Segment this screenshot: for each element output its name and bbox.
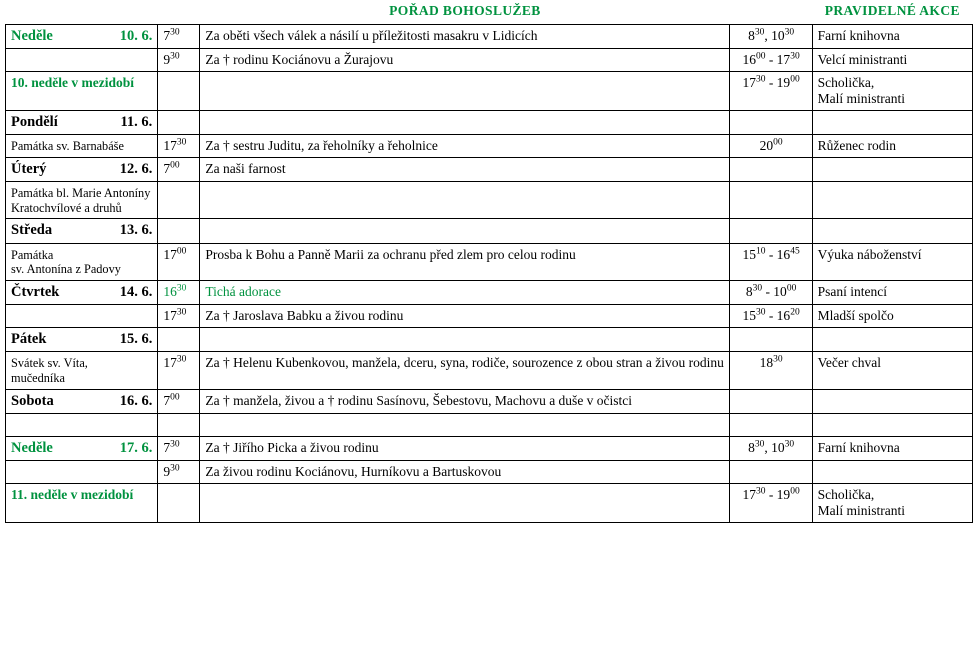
day-label: Pátek: [11, 331, 47, 348]
mass-time: $9^{30}$: [158, 460, 200, 483]
activity-time: $18^{30}$: [730, 352, 812, 390]
activity-name: [812, 328, 972, 352]
activity-name: Večer chval: [812, 352, 972, 390]
mass-intention: [200, 483, 730, 522]
activity-name: [812, 181, 972, 219]
activity-time: [730, 219, 812, 243]
activity-time: $8^{30}$, $10^{30}$: [730, 436, 812, 460]
day-date: 12. 6.: [119, 160, 153, 177]
mass-intention: Prosba k Bohu a Panně Marii za ochranu před zlem pro celou rodinu: [200, 243, 730, 281]
day-cell: [6, 413, 158, 436]
mass-time: $7^{00}$: [158, 157, 200, 181]
table-row: [6, 281, 973, 305]
activity-time: $8^{30} - 10^{00}$: [730, 281, 812, 305]
mass-time: [158, 413, 200, 436]
schedule-table: [5, 3, 973, 523]
mass-intention: Za oběti všech válek a násilí u příležitosti masakru v Lidicích: [200, 24, 730, 48]
activity-name: Farní knihovna: [812, 436, 972, 460]
day-cell: [6, 157, 158, 181]
day-cell: [6, 436, 158, 460]
mass-time: $9^{30}$: [158, 49, 200, 72]
mass-intention: Za † rodinu Kociánovu a Žurajovu: [200, 49, 730, 72]
mass-intention: Za † Jaroslava Babku a živou rodinu: [200, 305, 730, 328]
day-cell: [6, 134, 158, 157]
activity-name: Psaní intencí: [812, 281, 972, 305]
mass-intention: Za † sestru Juditu, za řeholníky a řeholnice: [200, 134, 730, 157]
activity-time: $15^{30} - 16^{20}$: [730, 305, 812, 328]
activity-time: [730, 328, 812, 352]
activity-time: [730, 181, 812, 219]
activity-name: Výuka náboženství: [812, 243, 972, 281]
header-time-col: [158, 3, 200, 24]
day-label: Neděle: [11, 27, 53, 44]
table-row: [6, 243, 973, 281]
table-row: [6, 436, 973, 460]
activity-name: [812, 389, 972, 413]
header-actions-title: PRAVIDELNÉ AKCE: [824, 3, 960, 18]
activity-name: [812, 413, 972, 436]
mass-intention: Za † Jiřího Picka a živou rodinu: [200, 436, 730, 460]
mass-intention: [200, 413, 730, 436]
day-date: 14. 6.: [119, 284, 153, 301]
mass-time: $17^{30}$: [158, 352, 200, 390]
day-feast-label: Památka sv. Barnabáše: [11, 138, 124, 153]
table-row: [6, 24, 973, 48]
mass-intention: [200, 110, 730, 134]
day-cell: [6, 24, 158, 48]
mass-intention: Tichá adorace: [200, 281, 730, 305]
table-row: [6, 305, 973, 328]
mass-time: [158, 181, 200, 219]
activity-time: [730, 110, 812, 134]
table-row: [6, 460, 973, 483]
day-cell: [6, 71, 158, 110]
day-label: Pondělí: [11, 113, 58, 130]
activity-name: [812, 157, 972, 181]
table-row: [6, 389, 973, 413]
day-feast-label: Svátek sv. Víta, mučedníka: [11, 356, 88, 385]
day-cell: [6, 483, 158, 522]
header-services-title: POŘAD BOHOSLUŽEB: [389, 3, 541, 18]
mass-intention: Za † Helenu Kubenkovou, manžela, dceru, syna, rodiče, sourozence z obou stran a živou rodinu: [200, 352, 730, 390]
activity-time: [730, 389, 812, 413]
activity-name: [812, 110, 972, 134]
activity-time: $15^{10} - 16^{45}$: [730, 243, 812, 281]
table-row: [6, 219, 973, 243]
day-label: 11. neděle v mezidobí: [11, 486, 134, 502]
day-cell: [6, 389, 158, 413]
mass-time: [158, 219, 200, 243]
activity-time: [730, 413, 812, 436]
header-day-col: [6, 3, 158, 24]
mass-time: [158, 71, 200, 110]
mass-intention: [200, 219, 730, 243]
day-cell: [6, 305, 158, 328]
day-cell: [6, 352, 158, 390]
mass-time: $17^{00}$: [158, 243, 200, 281]
activity-name: Scholička, Malí ministranti: [812, 71, 972, 110]
table-row: [6, 483, 973, 522]
activity-name: Farní knihovna: [812, 24, 972, 48]
mass-time: $17^{30}$: [158, 305, 200, 328]
day-date: 13. 6.: [119, 222, 153, 239]
day-feast-label: Památka bl. Marie Antoníny Kratochvílové a druhů: [11, 185, 151, 215]
header-actions-time-col: [730, 3, 812, 24]
mass-intention: Za † manžela, živou a † rodinu Sasínovu, Šebestovu, Machovu a duše v očistci: [200, 389, 730, 413]
mass-time: $7^{30}$: [158, 24, 200, 48]
activity-time: $17^{30} - 19^{00}$: [730, 483, 812, 522]
table-header-row: [6, 3, 973, 24]
activity-time: $8^{30}$, $10^{30}$: [730, 24, 812, 48]
table-row: [6, 328, 973, 352]
activity-time: $17^{30} - 19^{00}$: [730, 71, 812, 110]
activity-time: $20^{00}$: [730, 134, 812, 157]
mass-time: $16^{30}$: [158, 281, 200, 305]
mass-intention: Za živou rodinu Kociánovu, Hurníkovu a Bartuskovou: [200, 460, 730, 483]
table-row: [6, 71, 973, 110]
mass-time: $7^{00}$: [158, 389, 200, 413]
table-row: [6, 157, 973, 181]
mass-intention: [200, 328, 730, 352]
activity-time: $16^{00} - 17^{30}$: [730, 49, 812, 72]
mass-intention: [200, 71, 730, 110]
day-label: Čtvrtek: [11, 284, 60, 301]
day-cell: [6, 49, 158, 72]
mass-intention: Za naši farnost: [200, 157, 730, 181]
activity-time: [730, 460, 812, 483]
day-label: Neděle: [11, 439, 53, 456]
mass-time: [158, 110, 200, 134]
day-cell: [6, 110, 158, 134]
mass-time: $7^{30}$: [158, 436, 200, 460]
day-label: Středa: [11, 222, 53, 239]
day-date: 11. 6.: [120, 113, 153, 130]
table-row: [6, 352, 973, 390]
schedule-body: [6, 3, 973, 522]
day-date: 16. 6.: [119, 392, 153, 409]
mass-time: $17^{30}$: [158, 134, 200, 157]
day-cell: [6, 328, 158, 352]
day-date: 17. 6.: [119, 439, 153, 456]
day-date: 15. 6.: [119, 331, 153, 348]
day-label: Úterý: [11, 160, 47, 177]
activity-name: Velcí ministranti: [812, 49, 972, 72]
day-cell: [6, 281, 158, 305]
activity-name: Růženec rodin: [812, 134, 972, 157]
activity-time: [730, 157, 812, 181]
mass-time: [158, 328, 200, 352]
day-cell: [6, 243, 158, 281]
activity-name: [812, 460, 972, 483]
table-row: [6, 134, 973, 157]
day-cell: [6, 219, 158, 243]
mass-schedule-sheet: [0, 3, 978, 657]
day-cell: [6, 460, 158, 483]
mass-time: [158, 483, 200, 522]
table-row: [6, 49, 973, 72]
table-row: [6, 413, 973, 436]
day-label: 10. neděle v mezidobí: [11, 74, 134, 90]
day-cell: [6, 181, 158, 219]
table-row: [6, 181, 973, 219]
activity-name: Mladší spolčo: [812, 305, 972, 328]
mass-intention: [200, 181, 730, 219]
activity-name: [812, 219, 972, 243]
table-row: [6, 110, 973, 134]
day-feast-label: Památka sv. Antonína z Padovy: [11, 247, 121, 277]
activity-name: Scholička, Malí ministranti: [812, 483, 972, 522]
day-label: Sobota: [11, 392, 54, 409]
day-date: 10. 6.: [119, 27, 153, 44]
